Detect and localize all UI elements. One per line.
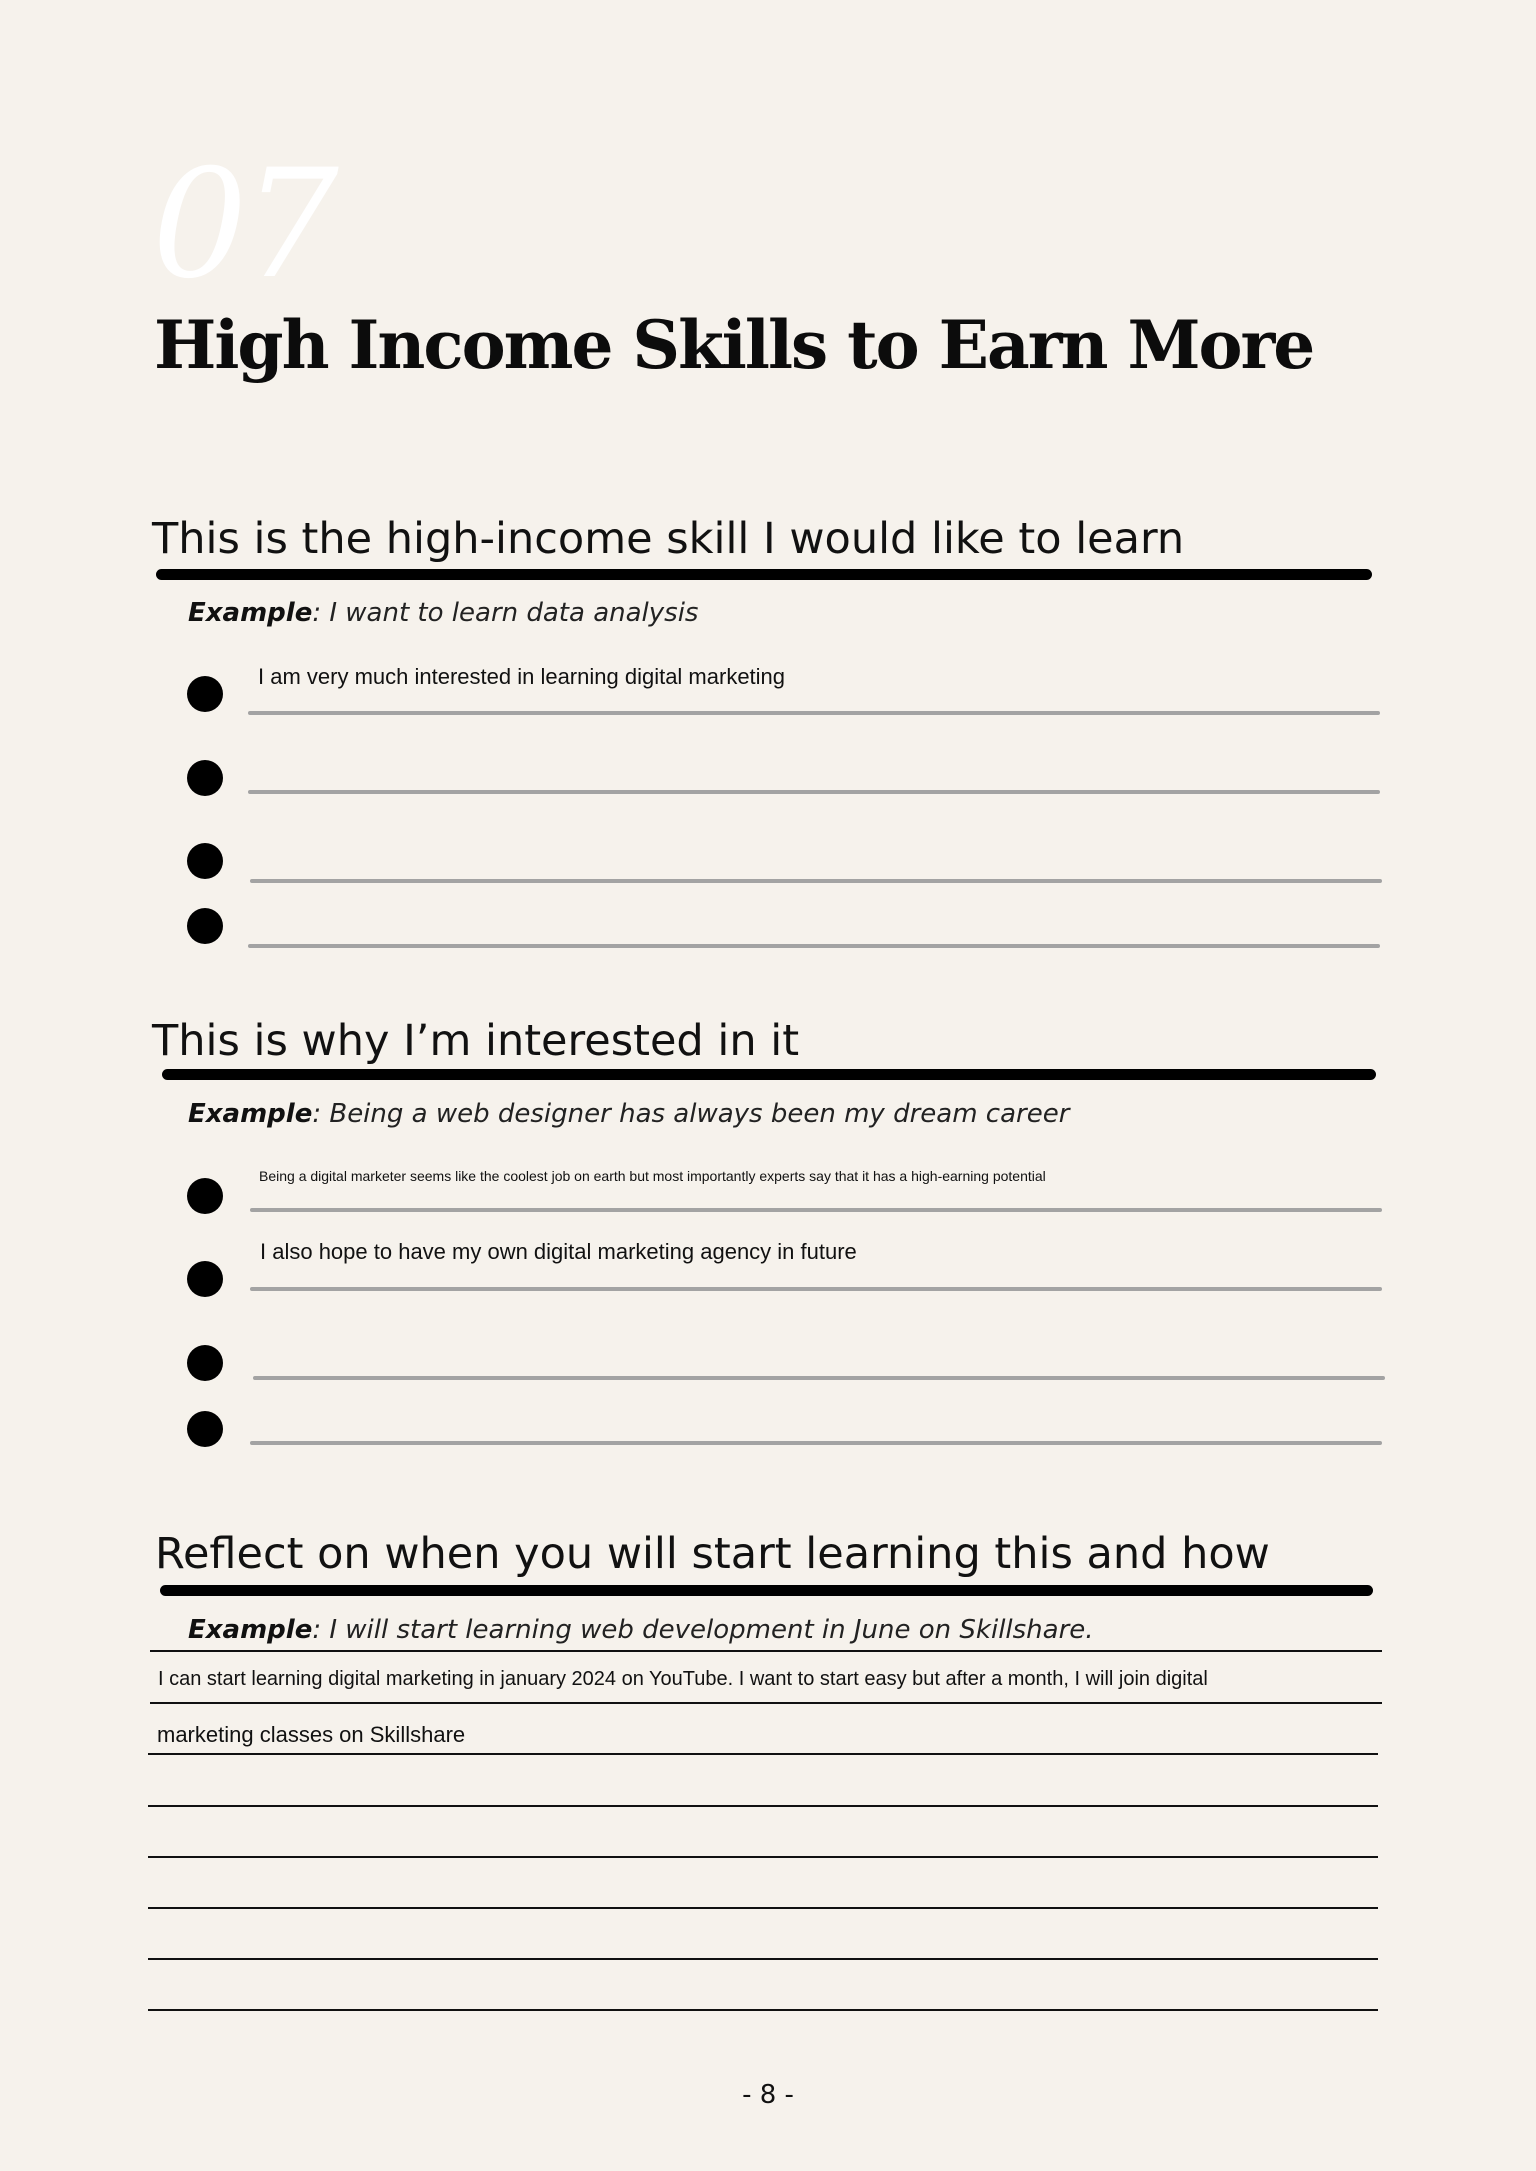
section-number: 07 (152, 138, 335, 312)
bullet-dot (187, 1178, 223, 1214)
ruled-line (150, 1702, 1382, 1704)
bullet-dot (187, 1411, 223, 1447)
section3-example (188, 1615, 1094, 1645)
section2-rule (162, 1069, 1376, 1080)
ruled-line (148, 1753, 1378, 1755)
section2-heading: This is why I’m interested in it (152, 1016, 800, 1066)
write-line (248, 711, 1380, 715)
ruled-line (148, 1805, 1378, 1807)
section3-line-2[interactable]: marketing classes on Skillshare (157, 1722, 466, 1747)
bullet-dot (187, 760, 223, 796)
section3-rule (160, 1585, 1373, 1596)
section3-heading: Reflect on when you will start learning this and how (155, 1529, 1270, 1579)
example-label: Example (188, 598, 313, 628)
example-label: Example (188, 1615, 313, 1645)
section1-entry-1[interactable]: I am very much interested in learning digital marketing (258, 664, 786, 689)
bullet-dot (187, 1345, 223, 1381)
section1-heading: This is the high-income skill I would like to learn (152, 514, 1185, 564)
write-line (248, 790, 1380, 794)
write-line (250, 1287, 1382, 1291)
bullet-dot (187, 676, 223, 712)
section3-line-1[interactable]: I can start learning digital marketing in january 2024 on YouTube. I want to start easy but after a month, I will join digital (158, 1668, 1208, 1690)
example-text: : I will start learning web development in June on Skillshare. (312, 1615, 1094, 1645)
bullet-dot (187, 1261, 223, 1297)
write-line (250, 1441, 1382, 1445)
write-line (248, 944, 1380, 948)
ruled-line (148, 2009, 1378, 2011)
write-line (250, 1208, 1382, 1212)
section1-rule (156, 569, 1372, 580)
example-text: : Being a web designer has always been my dream career (312, 1099, 1070, 1129)
section2-entry-2[interactable]: I also hope to have my own digital marketing agency in future (260, 1239, 857, 1264)
ruled-line (148, 1856, 1378, 1858)
section2-entry-1[interactable]: Being a digital marketer seems like the coolest job on earth but most importantly experts say that it has a high-earning potential (259, 1168, 1046, 1184)
bullet-dot (187, 843, 223, 879)
page-number: - 8 - (742, 2080, 794, 2110)
ruled-line (148, 1958, 1378, 1960)
example-label: Example (188, 1099, 313, 1129)
write-line (250, 879, 1382, 883)
page-title: High Income Skills to Earn More (154, 306, 1314, 384)
section1-example (188, 598, 698, 628)
bullet-dot (187, 908, 223, 944)
write-line (253, 1376, 1385, 1380)
ruled-line (148, 1907, 1378, 1909)
section2-example (188, 1099, 1069, 1129)
ruled-line (150, 1650, 1382, 1652)
example-text: : I want to learn data analysis (312, 598, 699, 628)
